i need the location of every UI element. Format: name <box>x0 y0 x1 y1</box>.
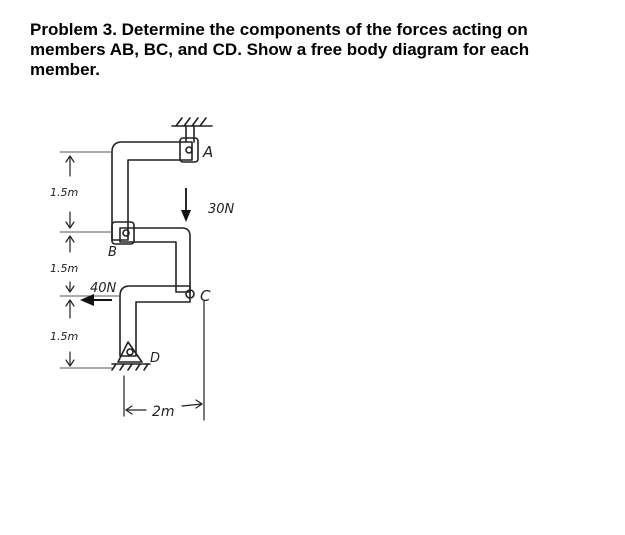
problem-statement: Problem 3. Determine the components of the forces acting on members AB, BC, and CD. Show a free body diagram for each member. <box>30 20 530 79</box>
label-force-40: 40N <box>90 281 117 296</box>
label-dim-bot: 1.5m <box>50 330 79 343</box>
label-force-30: 30N <box>208 202 235 217</box>
label-b: B <box>108 245 117 260</box>
label-d: D <box>150 351 161 366</box>
label-dim-mid: 1.5m <box>50 262 79 275</box>
pin-a <box>186 147 192 153</box>
label-c: C <box>200 287 211 305</box>
label-dim-width: 2m <box>152 404 175 420</box>
member-bc <box>120 228 190 292</box>
force-30n-arrow <box>181 188 191 222</box>
label-a: A <box>203 143 214 161</box>
label-dim-top: 1.5m <box>50 186 79 199</box>
